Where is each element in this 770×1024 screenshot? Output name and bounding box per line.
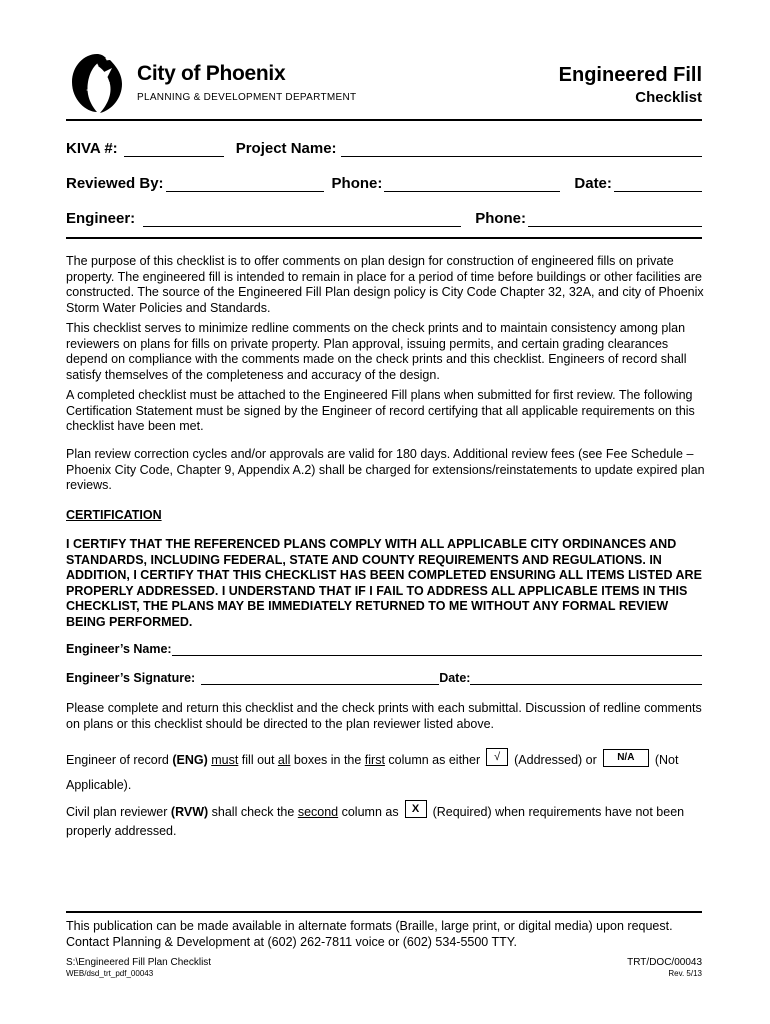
rvw-instructions (66, 805, 706, 840)
accessibility-notice: This publication can be made available in alternate formats (Braille, large print, or digital media) upon request. Contact Planning & Development at (602) 262-7811 voice or (602) 534-5500 TTY. (66, 919, 673, 949)
file-path: S:\Engineered Fill Plan Checklist (66, 957, 212, 968)
signature-date-label: Date: (439, 671, 471, 685)
eng-code: (ENG) (172, 753, 208, 767)
kiva-field[interactable] (124, 141, 224, 157)
document-title: Engineered Fill (558, 64, 702, 86)
engineer-signature-field[interactable] (201, 671, 439, 685)
rvw-text: Civil plan reviewer (66, 805, 171, 819)
engineer-phone-label: Phone: (475, 210, 527, 227)
reviewed-by-field[interactable] (166, 176, 324, 192)
reviewer-row (66, 175, 702, 192)
project-name-field[interactable] (341, 141, 702, 157)
return-instructions: Please complete and return this checklist and the check prints with each submittal. Discussion of redline comments on plans or this checklist should be directed to the plan reviewer listed above. (66, 701, 702, 731)
minimize-redline-paragraph: This checklist serves to minimize redline comments on the check prints and to maintain consistency among plan reviewers on plans for fills on private property. Plan approval, issuing permits, and certain grading clearances depend on compliance with the comments made on the check prints and this checklist. Engineers of record shall satisfy themselves of the completeness and accuracy of the design. (66, 321, 687, 382)
eng-first: first (364, 753, 385, 767)
eng-text: fill out (238, 753, 278, 767)
engineer-name-field[interactable] (172, 642, 702, 656)
signature-date-field[interactable] (470, 671, 702, 685)
kiva-label: KIVA #: (66, 140, 118, 157)
document-number: TRT/DOC/00043 (627, 957, 702, 968)
document-subtitle: Checklist (635, 89, 702, 106)
project-name-label: Project Name: (235, 140, 337, 157)
eng-text: boxes in the (290, 753, 365, 767)
engineer-name-row (66, 642, 702, 656)
web-code: WEB/dsd_trt_pdf_00043 (66, 969, 154, 978)
phone-label: Phone: (331, 175, 383, 192)
engineer-field[interactable] (143, 211, 461, 227)
engineer-signature-row (66, 671, 702, 685)
rvw-text: (Required) when requirements have not been (432, 805, 685, 819)
phone-field[interactable] (384, 176, 560, 192)
date-label: Date: (574, 175, 612, 192)
rvw-second: second (297, 805, 339, 819)
engineer-phone-field[interactable] (528, 211, 702, 227)
certification-heading: CERTIFICATION (66, 508, 162, 522)
certification-statement: I CERTIFY THAT THE REFERENCED PLANS COMPLY WITH ALL APPLICABLE CITY ORDINANCES AND STANDARDS, INCLUDING FEDERAL, STATE AND COUNTY REQUIREMENTS AND REGULATIONS. IN ADDITION, I CERTIFY THAT THIS CHECKLIST HAS BEEN COMPLETED ENSURING ALL ITEMS LISTED ARE PROPERLY ADDRESSED. I UNDERSTAND THAT IF I FAIL TO ADDRESS ALL APPLICABLE ITEMS IN THIS CHECKLIST, THE PLANS MAY BE IMMEDIATELY RETURNED TO ME WITHOUT ANY FORMAL REVIEW BEING PERFORMED. (66, 537, 702, 629)
engineer-name-label: Engineer’s Name: (66, 642, 172, 656)
attach-checklist-paragraph: A completed checklist must be attached to the Engineered Fill plans when submitted for first review. The following Certification Statement must be signed by the Engineer of record certifying that all applicable requirements on this checklist have been met. (66, 388, 695, 433)
eng-instructions (66, 753, 706, 794)
kiva-project-row (66, 140, 702, 157)
rvw-text: shall check the (208, 805, 298, 819)
fields-divider (66, 237, 702, 239)
review-cycles-paragraph: Plan review correction cycles and/or approvals are valid for 180 days. Additional review fees (see Fee Schedule – Phoenix City Code, Chapter 9, Appendix A.2) shall be charged for extensions/reinstatements to update expired plan reviews. (66, 447, 705, 492)
engineer-signature-label: Engineer’s Signature: (66, 671, 196, 685)
department-name: PLANNING & DEVELOPMENT DEPARTMENT (137, 92, 357, 103)
rvw-code: (RVW) (170, 805, 209, 819)
na-box-sample: N/A (603, 749, 649, 767)
city-of-phoenix-bird-logo (66, 48, 128, 118)
reviewed-by-label: Reviewed By: (66, 175, 164, 192)
eng-all: all (277, 753, 291, 767)
rvw-text: properly addressed. (66, 824, 177, 838)
header-divider (66, 119, 702, 121)
required-x-box-sample: X (405, 800, 427, 818)
engineer-row (66, 210, 702, 227)
eng-text: (Not (654, 753, 679, 767)
org-name: City of Phoenix (137, 62, 286, 85)
purpose-paragraph: The purpose of this checklist is to offer comments on plan design for construction of engineered fills on private property. The engineered fill is intended to remain in place for a period of time before buildings or other facilities are constructed. The source of the Engineered Fill Plan design policy is City Code Chapter 32, 32A, and city of Phoenix Storm Water Policies and Standards. (66, 254, 704, 315)
addressed-checkbox-sample: √ (486, 748, 508, 766)
eng-text: Applicable). (66, 778, 132, 792)
engineer-label: Engineer: (66, 210, 136, 227)
revision: Rev. 5/13 (668, 969, 702, 978)
eng-must: must (211, 753, 239, 767)
eng-text: column as either (384, 753, 481, 767)
rvw-text: column as (338, 805, 399, 819)
eng-text: Engineer of record (66, 753, 173, 767)
eng-text: (Addressed) or (514, 753, 597, 767)
footer-divider (66, 911, 702, 913)
date-field[interactable] (614, 176, 702, 192)
